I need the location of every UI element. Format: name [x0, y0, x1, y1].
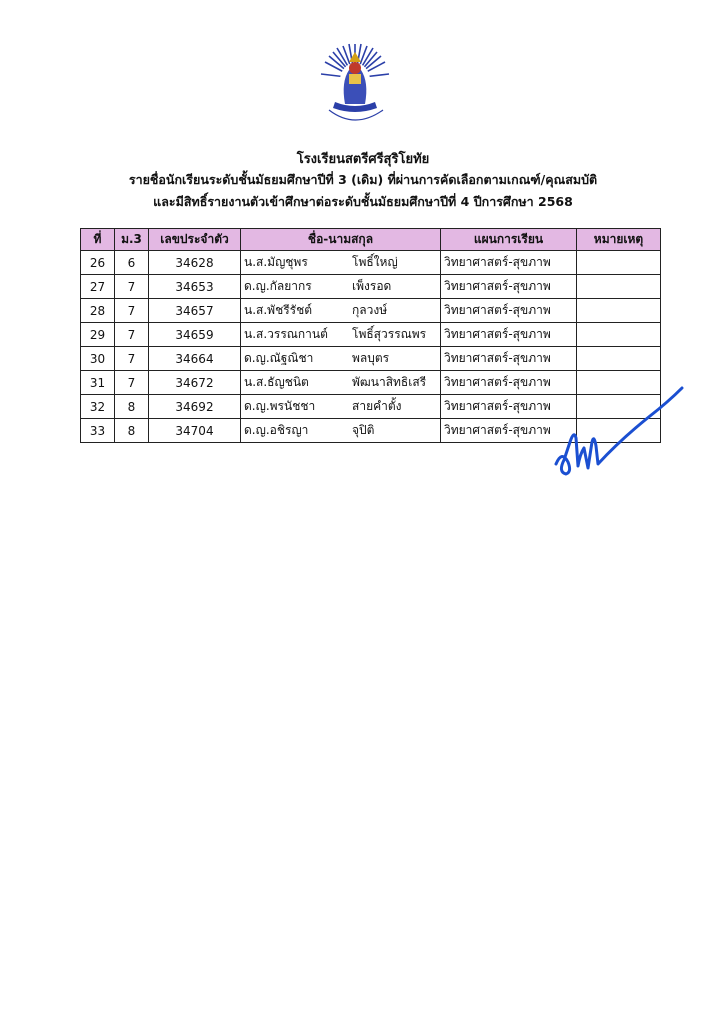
row-note	[577, 299, 661, 323]
row-program: วิทยาศาสตร์-สุขภาพ	[441, 347, 577, 371]
row-number: 26	[81, 251, 115, 275]
last-name: โพธิ์ใหญ่	[352, 255, 398, 269]
row-note	[577, 275, 661, 299]
column-header-program: แผนการเรียน	[441, 229, 577, 251]
row-class: 8	[115, 419, 149, 443]
row-class: 8	[115, 395, 149, 419]
row-program: วิทยาศาสตร์-สุขภาพ	[441, 275, 577, 299]
last-name: พลบุตร	[352, 351, 390, 365]
signature	[550, 380, 690, 480]
row-student-id: 34653	[149, 275, 241, 299]
row-number: 33	[81, 419, 115, 443]
school-crest-icon	[305, 40, 405, 130]
row-program: วิทยาศาสตร์-สุขภาพ	[441, 323, 577, 347]
school-name: โรงเรียนสตรีศรีสุริโยทัย	[296, 152, 430, 167]
table-header-row	[81, 229, 661, 251]
row-class: 6	[115, 251, 149, 275]
row-note	[577, 323, 661, 347]
first-name: ด.ญ.กัลยากร	[244, 279, 312, 293]
row-full-name	[241, 419, 441, 443]
first-name: น.ส.วรรณกานต์	[244, 327, 328, 341]
row-program: วิทยาศาสตร์-สุขภาพ	[441, 251, 577, 275]
row-class: 7	[115, 347, 149, 371]
document-title-line2: และมีสิทธิ์รายงานตัวเข้าศึกษาต่อระดับชั้นมัธยมศึกษาปีที่ 4 ปีการศึกษา 2568	[153, 194, 573, 209]
table-row	[81, 299, 661, 323]
row-full-name	[241, 347, 441, 371]
first-name: น.ส.มัญชุพร	[244, 255, 308, 269]
row-number: 27	[81, 275, 115, 299]
row-student-id: 34628	[149, 251, 241, 275]
row-full-name	[241, 395, 441, 419]
column-header-no: ที่	[81, 229, 115, 251]
school-logo	[305, 40, 405, 130]
row-number: 29	[81, 323, 115, 347]
row-program: วิทยาศาสตร์-สุขภาพ	[441, 395, 577, 419]
row-number: 32	[81, 395, 115, 419]
column-header-note: หมายเหตุ	[577, 229, 661, 251]
row-program: วิทยาศาสตร์-สุขภาพ	[441, 371, 577, 395]
first-name: ด.ญ.ณัฐณิชา	[244, 351, 314, 365]
row-full-name	[241, 323, 441, 347]
document-title-line1: รายชื่อนักเรียนระดับชั้นมัธยมศึกษาปีที่ 3 (เดิม) ที่ผ่านการคัดเลือกตามเกณฑ์/คุณสมบัติ	[128, 172, 598, 187]
column-header-full-name: ชื่อ-นามสกุล	[241, 229, 441, 251]
signature-stroke	[550, 380, 690, 480]
last-name: จุปิติ	[352, 423, 375, 437]
row-student-id: 34664	[149, 347, 241, 371]
row-class: 7	[115, 275, 149, 299]
row-number: 28	[81, 299, 115, 323]
last-name: สายคำตั้ง	[352, 399, 402, 413]
row-note	[577, 251, 661, 275]
last-name: โพธิ์สุวรรณพร	[352, 327, 427, 341]
table-row	[81, 275, 661, 299]
row-note	[577, 347, 661, 371]
row-full-name	[241, 251, 441, 275]
last-name: กุลวงษ์	[352, 303, 388, 317]
row-student-id: 34704	[149, 419, 241, 443]
row-student-id: 34657	[149, 299, 241, 323]
row-student-id: 34692	[149, 395, 241, 419]
row-class: 7	[115, 299, 149, 323]
first-name: ด.ญ.พรนัชชา	[244, 399, 316, 413]
table-row	[81, 323, 661, 347]
row-student-id: 34659	[149, 323, 241, 347]
first-name: น.ส.พัชรีรัชต์	[244, 303, 313, 317]
row-program: วิทยาศาสตร์-สุขภาพ	[441, 299, 577, 323]
first-name: ด.ญ.อชิรญา	[244, 423, 309, 437]
row-class: 7	[115, 371, 149, 395]
row-full-name	[241, 275, 441, 299]
table-row	[81, 347, 661, 371]
table-row	[81, 251, 661, 275]
last-name: เพ็งรอด	[352, 279, 392, 293]
row-full-name	[241, 371, 441, 395]
row-class: 7	[115, 323, 149, 347]
row-number: 30	[81, 347, 115, 371]
last-name: พัฒนาสิทธิเสรี	[352, 375, 427, 389]
first-name: น.ส.ธัญชนิต	[244, 375, 309, 389]
column-header-class: ม.3	[115, 229, 149, 251]
row-full-name	[241, 299, 441, 323]
row-program: วิทยาศาสตร์-สุขภาพ	[441, 419, 577, 443]
row-number: 31	[81, 371, 115, 395]
row-student-id: 34672	[149, 371, 241, 395]
column-header-student-id: เลขประจำตัว	[149, 229, 241, 251]
